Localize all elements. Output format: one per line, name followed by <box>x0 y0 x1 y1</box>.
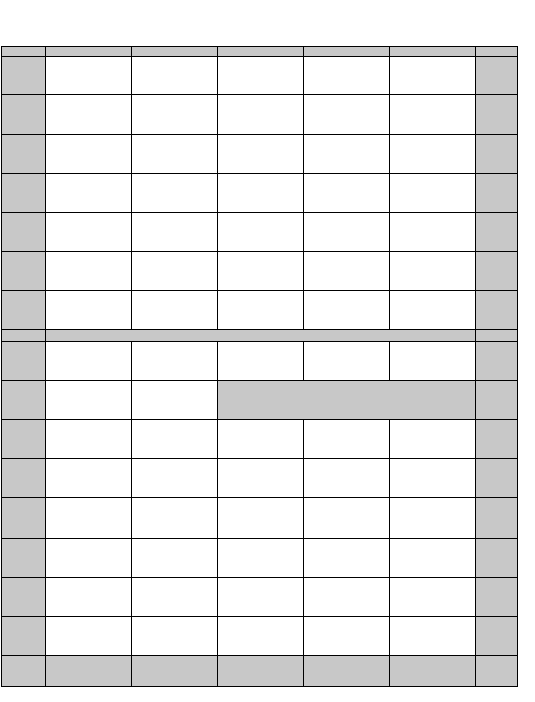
date-cell <box>218 291 304 330</box>
date-cell <box>2 578 46 617</box>
date-cell <box>390 498 476 539</box>
date-cell <box>46 213 132 252</box>
date-cell <box>132 291 218 330</box>
date-cell <box>304 291 390 330</box>
date-cell <box>132 342 218 381</box>
day-header <box>476 37 518 47</box>
date-cell <box>46 57 132 95</box>
date-cell <box>2 174 46 213</box>
missions-conference-banner <box>218 381 476 420</box>
date-cell <box>218 57 304 95</box>
date-cell <box>218 498 304 539</box>
date-cell <box>46 95 132 135</box>
date-cell <box>46 459 132 498</box>
date-cell <box>46 656 132 687</box>
date-cell <box>304 578 390 617</box>
date-cell <box>132 539 218 578</box>
date-cell <box>218 617 304 656</box>
date-cell <box>476 539 518 578</box>
date-cell <box>2 252 46 291</box>
date-cell <box>476 498 518 539</box>
date-cell <box>476 459 518 498</box>
date-cell <box>476 291 518 330</box>
date-cell <box>132 95 218 135</box>
date-cell <box>476 47 518 57</box>
date-cell <box>132 57 218 95</box>
date-cell <box>132 213 218 252</box>
date-cell <box>476 174 518 213</box>
date-cell <box>476 252 518 291</box>
day-header <box>218 37 304 47</box>
date-cell <box>46 174 132 213</box>
date-cell <box>2 47 46 57</box>
date-cell <box>304 617 390 656</box>
date-cell <box>46 47 132 57</box>
date-cell <box>390 459 476 498</box>
date-cell <box>218 47 304 57</box>
date-cell <box>132 174 218 213</box>
date-cell <box>390 420 476 459</box>
date-cell <box>2 381 46 420</box>
date-cell <box>304 656 390 687</box>
date-cell <box>304 174 390 213</box>
date-cell <box>304 213 390 252</box>
date-cell <box>132 135 218 174</box>
day-header <box>132 37 218 47</box>
date-cell <box>476 578 518 617</box>
date-cell <box>46 578 132 617</box>
date-cell <box>390 57 476 95</box>
date-cell <box>132 498 218 539</box>
date-cell <box>2 95 46 135</box>
date-cell <box>132 252 218 291</box>
date-cell <box>46 420 132 459</box>
date-cell <box>2 539 46 578</box>
date-cell <box>304 95 390 135</box>
date-cell <box>476 617 518 656</box>
date-cell <box>304 420 390 459</box>
date-cell <box>476 656 518 687</box>
date-cell <box>390 174 476 213</box>
date-cell <box>390 342 476 381</box>
date-cell <box>218 252 304 291</box>
date-cell <box>304 135 390 174</box>
date-cell <box>218 578 304 617</box>
date-cell <box>218 539 304 578</box>
date-cell <box>304 342 390 381</box>
calendar-grid <box>1 37 518 687</box>
date-cell <box>304 539 390 578</box>
date-cell <box>218 420 304 459</box>
date-cell <box>476 213 518 252</box>
spring-break-banner <box>46 330 476 342</box>
date-cell <box>390 95 476 135</box>
date-cell <box>476 57 518 95</box>
date-cell <box>132 656 218 687</box>
date-cell <box>132 420 218 459</box>
date-cell <box>304 252 390 291</box>
date-cell <box>2 213 46 252</box>
date-cell <box>46 342 132 381</box>
date-cell <box>2 420 46 459</box>
day-header <box>390 37 476 47</box>
date-cell <box>2 498 46 539</box>
date-cell <box>390 656 476 687</box>
date-cell <box>2 459 46 498</box>
date-cell <box>476 420 518 459</box>
date-cell <box>218 656 304 687</box>
date-cell <box>476 95 518 135</box>
date-cell <box>46 498 132 539</box>
day-header <box>304 37 390 47</box>
date-cell <box>218 174 304 213</box>
day-header <box>46 37 132 47</box>
date-cell <box>132 617 218 656</box>
date-cell <box>132 578 218 617</box>
date-cell <box>390 291 476 330</box>
date-cell <box>390 578 476 617</box>
date-cell <box>304 459 390 498</box>
date-cell <box>476 135 518 174</box>
date-cell <box>218 135 304 174</box>
date-cell <box>476 342 518 381</box>
date-cell <box>2 342 46 381</box>
date-cell <box>2 330 46 342</box>
date-cell <box>218 459 304 498</box>
date-cell <box>46 539 132 578</box>
date-cell <box>218 342 304 381</box>
date-cell <box>132 381 218 420</box>
date-cell <box>304 47 390 57</box>
date-cell <box>46 252 132 291</box>
date-cell <box>46 291 132 330</box>
date-cell <box>46 135 132 174</box>
date-cell <box>476 330 518 342</box>
date-cell <box>218 213 304 252</box>
date-cell <box>390 213 476 252</box>
date-cell <box>218 95 304 135</box>
date-cell <box>390 617 476 656</box>
date-cell <box>46 381 132 420</box>
date-cell <box>390 135 476 174</box>
date-cell <box>132 47 218 57</box>
date-cell <box>390 252 476 291</box>
date-cell <box>132 459 218 498</box>
date-cell <box>2 291 46 330</box>
date-cell <box>2 617 46 656</box>
date-cell <box>476 381 518 420</box>
date-cell <box>304 498 390 539</box>
date-cell <box>304 57 390 95</box>
date-cell <box>2 656 46 687</box>
date-cell <box>46 617 132 656</box>
date-cell <box>390 539 476 578</box>
date-cell <box>2 135 46 174</box>
day-header <box>2 37 46 47</box>
date-cell <box>390 47 476 57</box>
date-cell <box>2 57 46 95</box>
